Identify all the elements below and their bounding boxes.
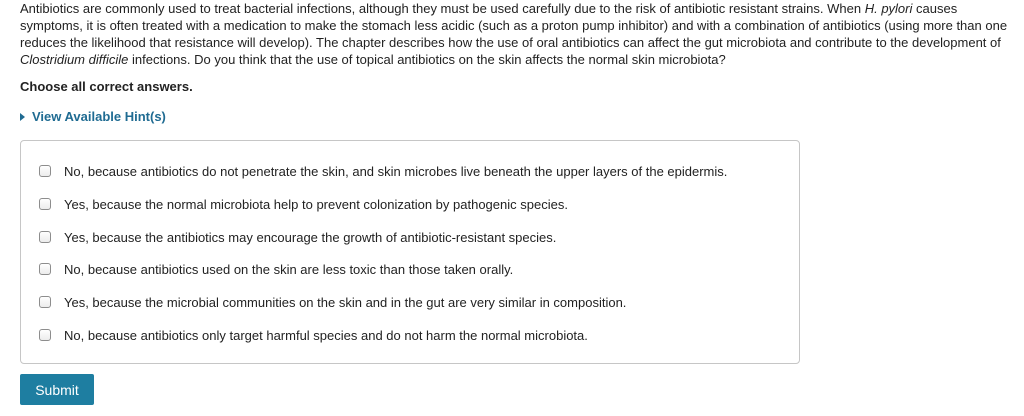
answer-option-3[interactable] bbox=[39, 227, 556, 247]
checkbox[interactable] bbox=[39, 198, 51, 210]
organism-h-pylori: H. pylori bbox=[864, 1, 913, 16]
answer-options-box bbox=[20, 140, 800, 364]
checkbox[interactable] bbox=[39, 231, 51, 243]
answer-option-label: No, because antibiotics do not penetrate the skin, and skin microbes live beneath the upper layers of the epidermis. bbox=[64, 163, 728, 179]
submit-button[interactable]: Submit bbox=[20, 374, 94, 405]
answer-option-5[interactable] bbox=[39, 292, 626, 312]
answer-option-4[interactable] bbox=[39, 259, 513, 279]
answer-option-label: Yes, because the normal microbiota help to prevent colonization by pathogenic species. bbox=[64, 196, 568, 212]
answer-option-label: No, because antibiotics only target harmful species and do not harm the normal microbiota. bbox=[64, 327, 588, 343]
checkbox[interactable] bbox=[39, 165, 51, 177]
checkbox[interactable] bbox=[39, 263, 51, 275]
checkbox[interactable] bbox=[39, 329, 51, 341]
question-text bbox=[20, 0, 1010, 68]
answer-option-6[interactable] bbox=[39, 325, 588, 345]
question-part-2: causes symptoms, it is often treated with a medication to make the stomach less acidic (such as a proton pump inhibitor) and with a combination of antibiotics (using more than one reduces the likelihood that resistance will develop). The chapter describes how the use of oral antibiotics can affect the gut microbiota and contribute to the development of bbox=[20, 1, 1008, 50]
answer-option-label: No, because antibiotics used on the skin are less toxic than those taken orally. bbox=[64, 261, 514, 277]
question-part-3: infections. Do you think that the use of topical antibiotics on the skin affects the normal skin microbiota? bbox=[128, 52, 726, 67]
view-hints-link[interactable] bbox=[20, 109, 166, 124]
answer-option-label: Yes, because the microbial communities on the skin and in the gut are very similar in composition. bbox=[64, 294, 627, 310]
answer-instruction: Choose all correct answers. bbox=[20, 79, 193, 94]
answer-option-1[interactable] bbox=[39, 161, 727, 181]
organism-c-difficile: Clostridium difficile bbox=[20, 52, 129, 67]
answer-option-2[interactable] bbox=[39, 194, 568, 214]
checkbox[interactable] bbox=[39, 296, 51, 308]
view-hints-label: View Available Hint(s) bbox=[32, 109, 166, 124]
question-part-1: Antibiotics are commonly used to treat bacterial infections, although they must be used carefully due to the risk of antibiotic resistant strains. When bbox=[20, 1, 865, 16]
caret-right-icon bbox=[20, 113, 25, 121]
answer-option-label: Yes, because the antibiotics may encourage the growth of antibiotic-resistant species. bbox=[64, 229, 557, 245]
